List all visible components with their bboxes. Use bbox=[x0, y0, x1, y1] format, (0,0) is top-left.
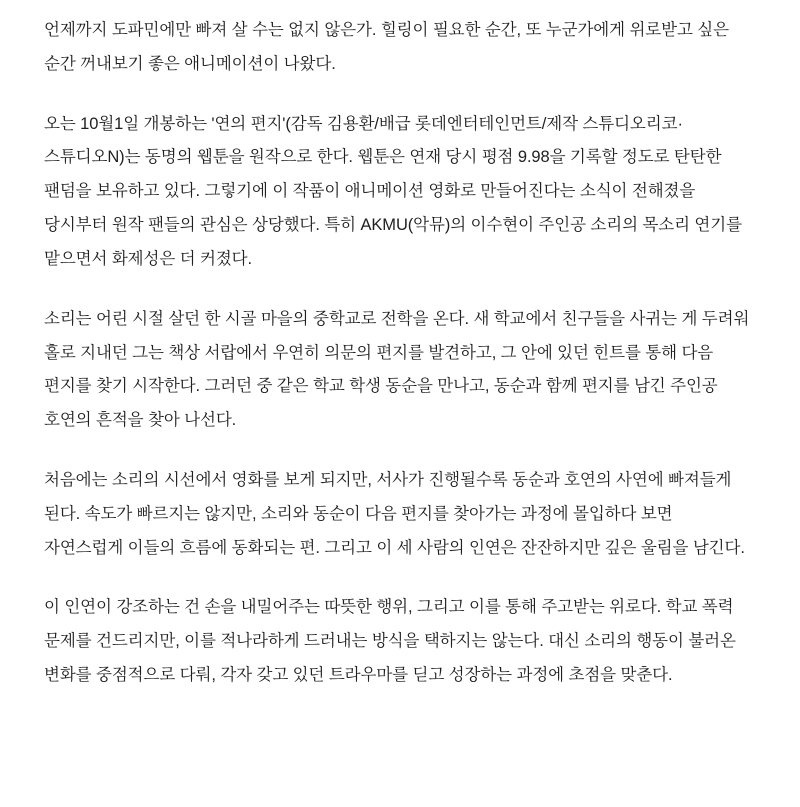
article-paragraph: 처음에는 소리의 시선에서 영화를 보게 되지만, 서사가 진행될수록 동순과 호연의 사연에 빠져들게 된다. 속도가 빠르지는 않지만, 소리와 동순이 다음 편지를 찾아가는 과정에 몰입하다 보면 자연스럽게 이들의 흐름에 동화되는 편. 그리고 이 세 사람의 인연은 잔잔하지만 깊은 울림을 남긴다. bbox=[44, 470, 745, 557]
article-paragraph: 이 인연이 강조하는 건 손을 내밀어주는 따뜻한 행위, 그리고 이를 통해 주고받는 위로다. 학교 폭력 문제를 건드리지만, 이를 적나라하게 드러내는 방식을 택하지는 않는다. 대신 소리의 행동이 불러온 변화를 중점적으로 다뤄, 각자 갖고 있던 트라우마를 딛고 성장하는 과정에 초점을 맞춘다. bbox=[44, 598, 736, 684]
article-paragraph: 오는 10월1일 개봉하는 '연의 편지'(감독 김용환/배급 롯데엔터테인먼트/제작 스튜디오리코·스튜디오N)는 동명의 웹툰을 원작으로 한다. 웹툰은 연재 당시 평점 9.98을 기록할 정도로 탄탄한 팬덤을 보유하고 있다. 그렇기에 이 작품이 애니메이션 영화로 만들어진다는 소식이 전해졌을 당시부터 원작 팬들의 관심은 상당했다. 특히 AKMU(악뮤)의 이수현이 주인공 소리의 목소리 연기를 맡으면서 화제성은 더 커졌다. bbox=[44, 114, 742, 268]
article-paragraph: 소리는 어린 시절 살던 한 시골 마을의 중학교로 전학을 온다. 새 학교에서 친구들을 사귀는 게 두려워 홀로 지내던 그는 책상 서랍에서 우연히 의문의 편지를 발견하고, 그 안에 있던 힌트를 통해 다음 편지를 찾기 시작한다. 그러던 중 같은 학교 학생 동순을 만나고, 동순과 함께 편지를 남긴 주인공 호연의 흔적을 찾아 나선다. bbox=[44, 309, 750, 430]
article-paragraph: 언제까지 도파민에만 빠져 살 수는 없지 않은가. 힐링이 필요한 순간, 또 누군가에게 위로받고 싶은 순간 꺼내보기 좋은 애니메이션이 나왔다. bbox=[44, 21, 729, 73]
